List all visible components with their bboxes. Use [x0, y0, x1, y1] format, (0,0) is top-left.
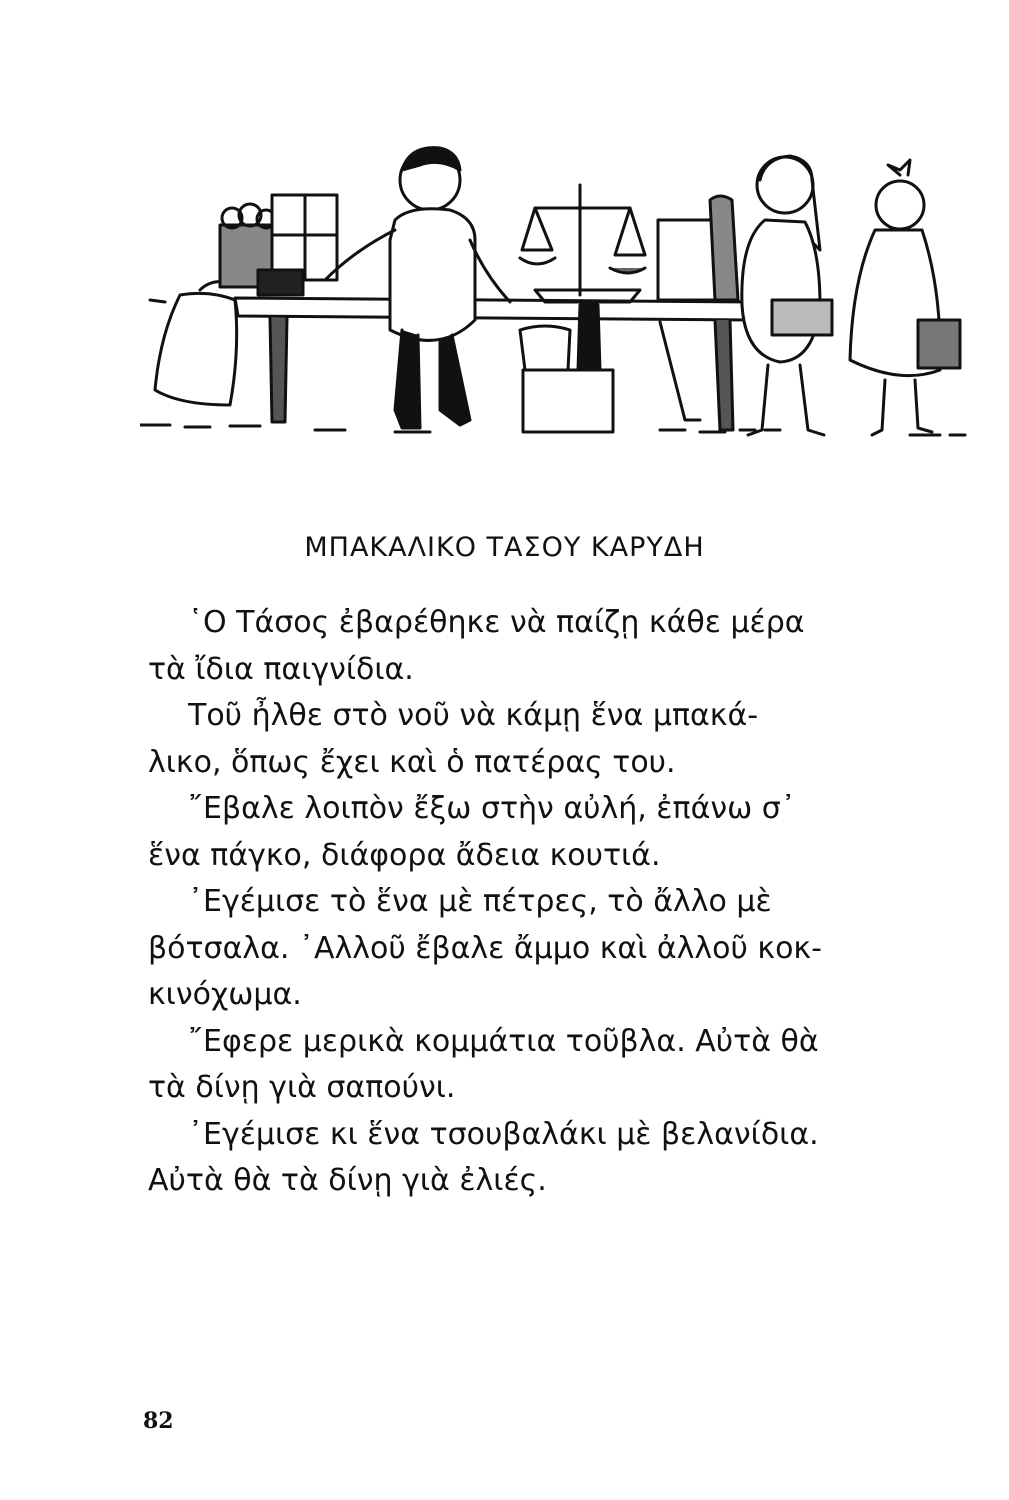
text-line: τὰ ἴδια παιγνίδια. [148, 651, 414, 687]
table-icon [235, 298, 755, 430]
page-number: 82 [143, 1408, 174, 1434]
text-line: βότσαλα. ᾽Αλλοῦ ἔβαλε ἄμμο καὶ ἀλλοῦ κοκ- [148, 930, 822, 966]
text-line: κινόχωμα. [148, 977, 302, 1012]
text-line: Αὐτὰ θὰ τὰ δίνῃ γιὰ ἐλιές. [148, 1163, 547, 1198]
ground-dashes [140, 300, 965, 435]
text-line: ῎Εφερε μερικὰ κομμάτια τοῦβλα. Αὐτὰ θὰ [188, 1023, 819, 1059]
story-text [148, 600, 948, 1205]
text-line: ῎Εβαλε λοιπὸν ἔξω στὴν αὐλή, ἐπάνω σ᾽ [188, 791, 796, 826]
text-line: ῾Ο Τάσος ἐβαρέθηκε νὰ παίζῃ κάθε μέρα [188, 605, 805, 640]
boy-shopkeeper-icon [325, 148, 510, 428]
small-girl-icon [850, 160, 960, 435]
text-line: Τοῦ ἦλθε στὸ νοῦ νὰ κάμῃ ἕνα μπακά- [188, 698, 759, 733]
sack-icon [155, 282, 237, 405]
text-line: τὰ δίνῃ γιὰ σαπούνι. [148, 1070, 456, 1105]
page-title: ΜΠΑΚΑΛΙΚΟ ΤΑΣΟΥ ΚΑΡΥΔΗ [304, 532, 705, 563]
shop-illustration [140, 130, 970, 470]
text-line: ἕνα πάγκο, διάφορα ἄδεια κουτιά. [148, 837, 661, 873]
scale-icon [520, 185, 645, 302]
girl-with-basket-icon [742, 156, 832, 435]
text-line: ᾽Εγέμισε τὸ ἕνα μὲ πέτρες, τὸ ἄλλο μὲ [188, 884, 772, 919]
text-line: λικο, ὅπως ἔχει καὶ ὁ πατέρας του. [148, 744, 676, 780]
text-line: ᾽Εγέμισε κι ἕνα τσουβαλάκι μὲ βελανίδια. [188, 1116, 819, 1152]
boxes-left-icon [220, 195, 337, 295]
